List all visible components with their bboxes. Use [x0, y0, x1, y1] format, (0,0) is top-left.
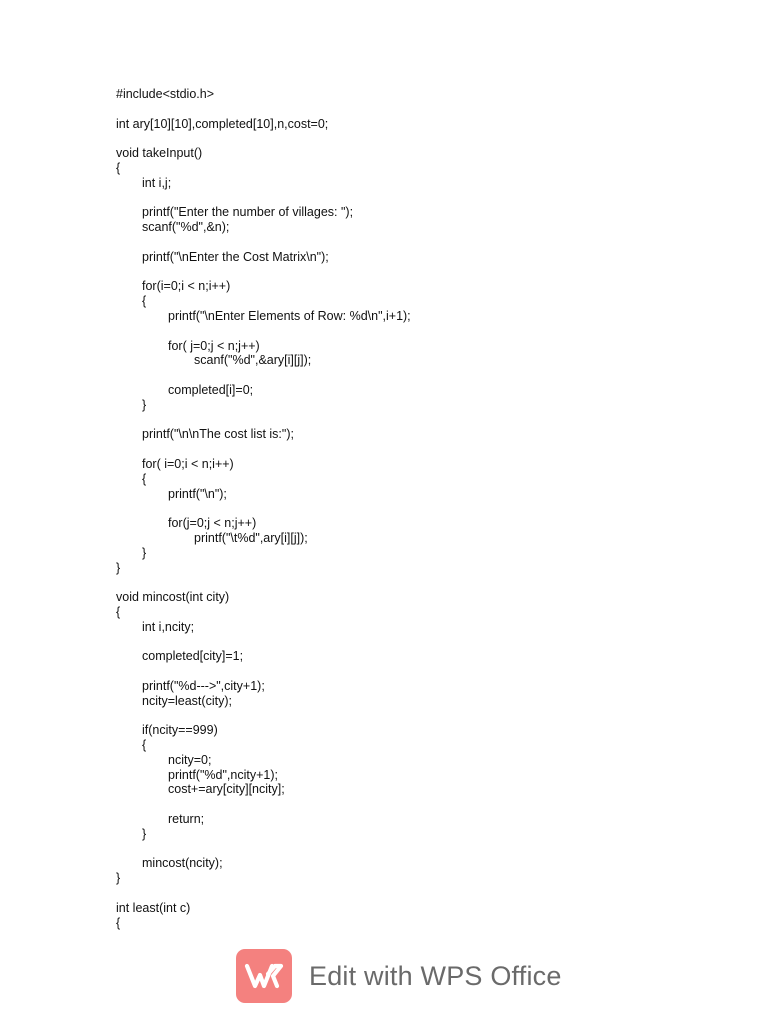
code-line: printf("\nEnter Elements of Row: %d\n",i+1); [168, 308, 411, 323]
wps-w-logo-icon [244, 961, 284, 991]
code-line: scanf("%d",&ary[i][j]); [194, 353, 312, 368]
code-line [116, 501, 411, 516]
code-line: } [116, 560, 121, 575]
code-line: } [142, 826, 147, 841]
code-line: printf("\n"); [168, 486, 227, 501]
wps-logo-icon[interactable] [236, 949, 292, 1003]
code-line: printf("%d",ncity+1); [168, 767, 278, 782]
code-line [116, 235, 411, 250]
code-line: void takeInput() [116, 146, 203, 161]
code-line: } [142, 545, 147, 560]
code-line [116, 664, 411, 679]
code-line: { [116, 915, 121, 930]
wps-edit-banner[interactable] [236, 949, 562, 1003]
code-line [116, 131, 411, 146]
code-line: printf("\n\nThe cost list is:"); [142, 427, 294, 442]
code-line: for(i=0;i < n;i++) [142, 279, 231, 294]
wps-edit-label[interactable]: Edit with WPS Office [309, 960, 562, 991]
code-line: int i,j; [142, 175, 172, 190]
code-line: { [142, 471, 147, 486]
code-line [116, 368, 411, 383]
code-line [116, 102, 411, 117]
code-line: printf("%d--->",city+1); [142, 678, 265, 693]
code-line: return; [168, 812, 205, 827]
code-line [116, 265, 411, 280]
code-line [116, 413, 411, 428]
code-line: int i,ncity; [142, 619, 195, 634]
code-line: ncity=0; [168, 752, 212, 767]
code-line: printf("\t%d",ary[i][j]); [194, 530, 308, 545]
code-line: for( i=0;i < n;i++) [142, 456, 234, 471]
code-line: for(j=0;j < n;j++) [168, 516, 257, 531]
code-line: if(ncity==999) [142, 723, 218, 738]
code-line: scanf("%d",&n); [142, 220, 230, 235]
code-line: int least(int c) [116, 900, 191, 915]
code-line [116, 191, 411, 206]
code-line: { [116, 604, 121, 619]
code-line [116, 324, 411, 339]
code-line: mincost(ncity); [142, 856, 223, 871]
code-line [116, 797, 411, 812]
code-document [116, 87, 411, 930]
code-line: completed[city]=1; [142, 649, 244, 664]
code-line: #include<stdio.h> [116, 87, 214, 101]
code-line: { [142, 294, 147, 309]
code-line: int ary[10][10],completed[10],n,cost=0; [116, 116, 329, 131]
code-line: { [116, 160, 121, 175]
code-line [116, 842, 411, 857]
code-line: } [142, 397, 147, 412]
code-line: ncity=least(city); [142, 693, 232, 708]
code-line [116, 886, 411, 901]
code-line: cost+=ary[city][ncity]; [168, 782, 285, 797]
code-line [116, 442, 411, 457]
code-line: completed[i]=0; [168, 382, 254, 397]
code-line: { [142, 738, 147, 753]
code-line: void mincost(int city) [116, 590, 230, 605]
code-line [116, 708, 411, 723]
code-line: } [116, 871, 121, 886]
code-line: printf("\nEnter the Cost Matrix\n"); [142, 249, 329, 264]
code-line: for( j=0;j < n;j++) [168, 338, 260, 353]
code-line: printf("Enter the number of villages: "); [142, 205, 354, 220]
code-line [116, 634, 411, 649]
code-line [116, 575, 411, 590]
